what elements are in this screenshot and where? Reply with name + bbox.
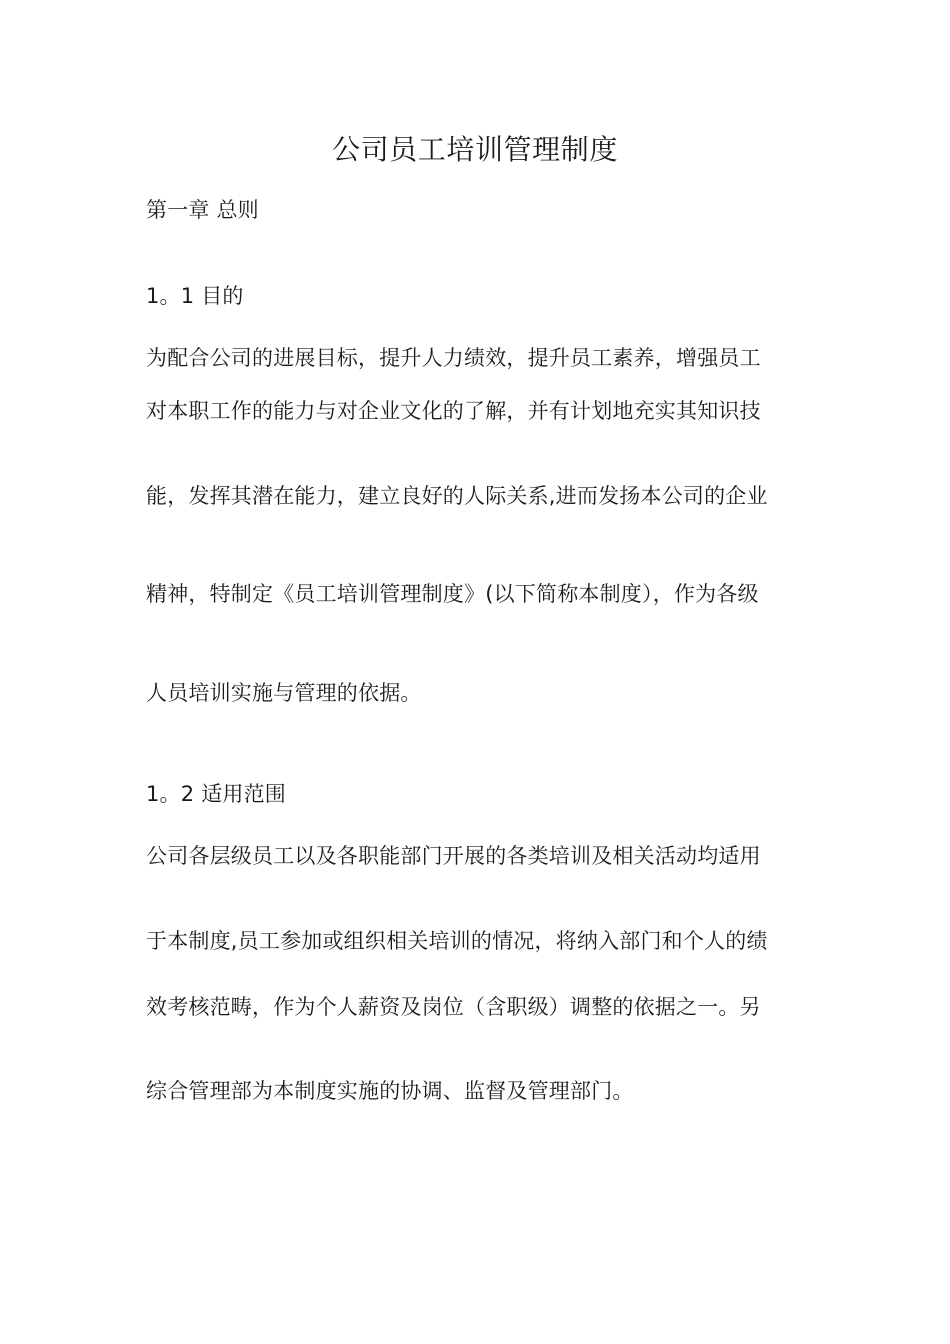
section-heading-purpose: 1。1 目的 <box>146 284 244 308</box>
chapter-heading: 第一章 总则 <box>146 198 259 222</box>
paragraph-line: 为配合公司的进展目标，提升人力绩效，提升员工素养，增强员工 <box>146 346 761 370</box>
paragraph-line: 人员培训实施与管理的依据。 <box>146 681 422 705</box>
paragraph-line: 能，发挥其潜在能力，建立良好的人际关系,进而发扬本公司的企业 <box>146 484 768 508</box>
section-heading-scope: 1。2 适用范围 <box>146 782 286 806</box>
document-title: 公司员工培训管理制度 <box>331 133 618 166</box>
paragraph-line: 对本职工作的能力与对企业文化的了解，并有计划地充实其知识技 <box>146 399 761 423</box>
paragraph-line: 效考核范畴，作为个人薪资及岗位（含职级）调整的依据之一。另 <box>146 995 761 1019</box>
paragraph-line: 公司各层级员工以及各职能部门开展的各类培训及相关活动均适用 <box>146 844 761 868</box>
paragraph-line: 综合管理部为本制度实施的协调、监督及管理部门。 <box>146 1079 634 1103</box>
paragraph-line: 于本制度,员工参加或组织相关培训的情况，将纳入部门和个人的绩 <box>146 929 768 953</box>
paragraph-line: 精神，特制定《员工培训管理制度》(以下简称本制度），作为各级 <box>146 582 759 606</box>
